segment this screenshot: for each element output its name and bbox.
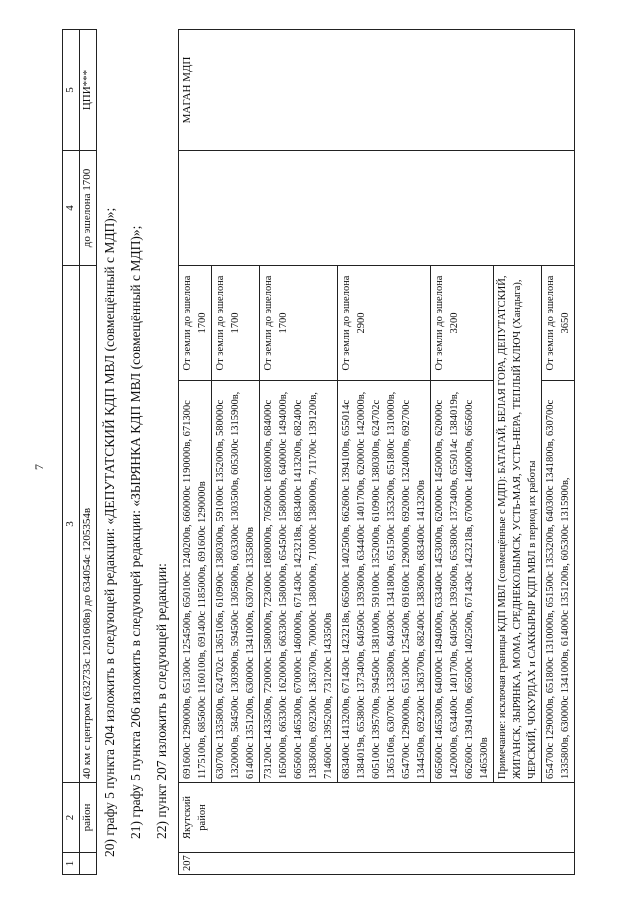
amendment-20: 20) графу 5 пункта 204 изложить в следующей редакции: «ДЕПУТАТСКИЙ КДП МВЛ (совмещённый с МДП)»; (102, 207, 117, 857)
column-number-header (62, 29, 80, 875)
prev-row-coords: 40 км с центром (632733с 1201608в) до 634054с 1205354в (80, 266, 97, 783)
segment-3-coords: 731200с 1433500в, 720000с 1580000в, 723000с 1680000в, 705000с 1680000в, 684000с 1650000в, 663300с 1620000в, 663300с 1580000в, 654500с 1580000в, 640000с 1494000в, 665600с 1465300в, 670000с 1460000в, 671430с 1423218в, 683400с 1413200в, 682400с 1383600в, 692300с 1363700в, 700000с 1380000в, 710000с 1380000в, 711700с 1391200в, 714600с 1395200в, 731200с 1433500в (260, 381, 338, 783)
header-col-1: 1 (63, 853, 80, 875)
table-row (179, 30, 212, 875)
segment-1-limits: От земли до эшелона 1700 (179, 266, 212, 381)
segment-4-coords: 683400с 1413200в, 671430с 1423218в, 665000с 1402500в, 662600с 1394100в, 655014с 1384019в, 653800с 1373400в, 640500с 1393600в, 634400с 1401700в, 620000с 1420000в, 605100с 1395700в, 594500с 1381000в, 591000с 1352000в, 610900с 1380300в, 624702с 1365106в, 630700с 1335800в, 640300с 1341800в, 651500с 1353200в, 651800с 1310000в, 654700с 1290000в, 651300с 1254500в, 691600с 1290000в, 692000с 1324000в, 692700с 1344500в, 692300с 1363700в, 682400с 1383600в, 683400с 1413200в (338, 381, 431, 783)
last-segment-limits: От земли до эшелона 3650 (542, 266, 575, 381)
prev-row-col1 (80, 853, 97, 875)
header-col-3: 3 (63, 266, 80, 783)
segment-1-coords: 691600с 1290000в, 651300с 1254500в, 650100с 1240200в, 660000с 1190000в, 671300с 1175100в, 685600с 1160100в, 691400с 1185000в, 691600с 1290000в (179, 381, 212, 783)
prev-row-area: район (80, 783, 97, 853)
segment-2-coords: 630700с 1335800в, 624702с 1365106в, 610900с 1380300в, 591000с 1352000в, 580000с 1320000в, 584500с 1303900в, 594500с 1305800в, 603300с 1303500в, 605300с 1315900в, 614000с 1351200в, 630000с 1341000в, 630700с 1335800в (212, 381, 260, 783)
zone-name: МАГАН МДП (179, 30, 575, 151)
airspace-table (178, 29, 575, 875)
segment-4-limits: От земли до эшелона 2900 (338, 266, 431, 381)
header-row (63, 30, 80, 875)
header-col-5: 5 (63, 30, 80, 151)
segment-5-limits: От земли до эшелона 3200 (431, 266, 494, 381)
blank-col (179, 151, 575, 266)
amendment-21: 21) графу 5 пункта 206 изложить в следующей редакции: «ЗЫРЯНКА КДП МВЛ (совмещённый с МДП)»; (128, 225, 143, 839)
previous-row (80, 30, 97, 875)
segment-3-limits: От земли до эшелона 1700 (260, 266, 338, 381)
previous-row-table (79, 29, 97, 875)
rotated-landscape-content (30, 30, 630, 875)
last-segment-coords: 654700с 1290000в, 651800с 1310000в, 651500с 1353200в, 640300с 1341800в, 630700с 1335800в, 630000с 1341000в, 614000с 1351200в, 605300с 1315900в, (542, 381, 575, 783)
segment-2-limits: От земли до эшелона 1700 (212, 266, 260, 381)
note-text: Примечание: исключая границы КДП МВЛ (совмещённые с МДП): БАТАГАЙ, БЕЛАЯ ГОРА, ДЕПУТАТСКИЙ, ЖИГАНСК, ЗЫРЯНКА, МОМА, СРЕДНЕКОЛЫМСК, УСТЬ-МАЯ, УСТЬ-НЕРА, ТЕПЛЫЙ КЛЮЧ (Хандыга), ЧЕРСКИЙ, ЧОКУРДАХ и САККЫРЫР КДП МВЛ в период их работы (494, 266, 542, 783)
prev-row-zone: ЦПИ*** (80, 30, 97, 151)
row-number: 207 (179, 853, 575, 875)
amendment-22: 22) пункт 207 изложить в следующей редакции: (154, 563, 169, 839)
segment-5-coords: 665600с 1465300в, 640000с 1494000в, 633400с 1453000в, 620000с 1450000в, 620000с 1420000в, 634400с 1401700в, 640500с 1393600в, 653800с 1373400в, 655014с 1384019в, 662600с 1394100в, 665000с 1402500в, 671430с 1423218в, 670000с 1460000в, 665600с 1465300в (431, 381, 494, 783)
prev-row-limits: до эшелона 1700 (80, 151, 97, 266)
header-col-4: 4 (63, 151, 80, 266)
area-name: Якутский район (179, 783, 575, 853)
header-col-2: 2 (63, 783, 80, 853)
page-number: 7 (32, 464, 46, 470)
